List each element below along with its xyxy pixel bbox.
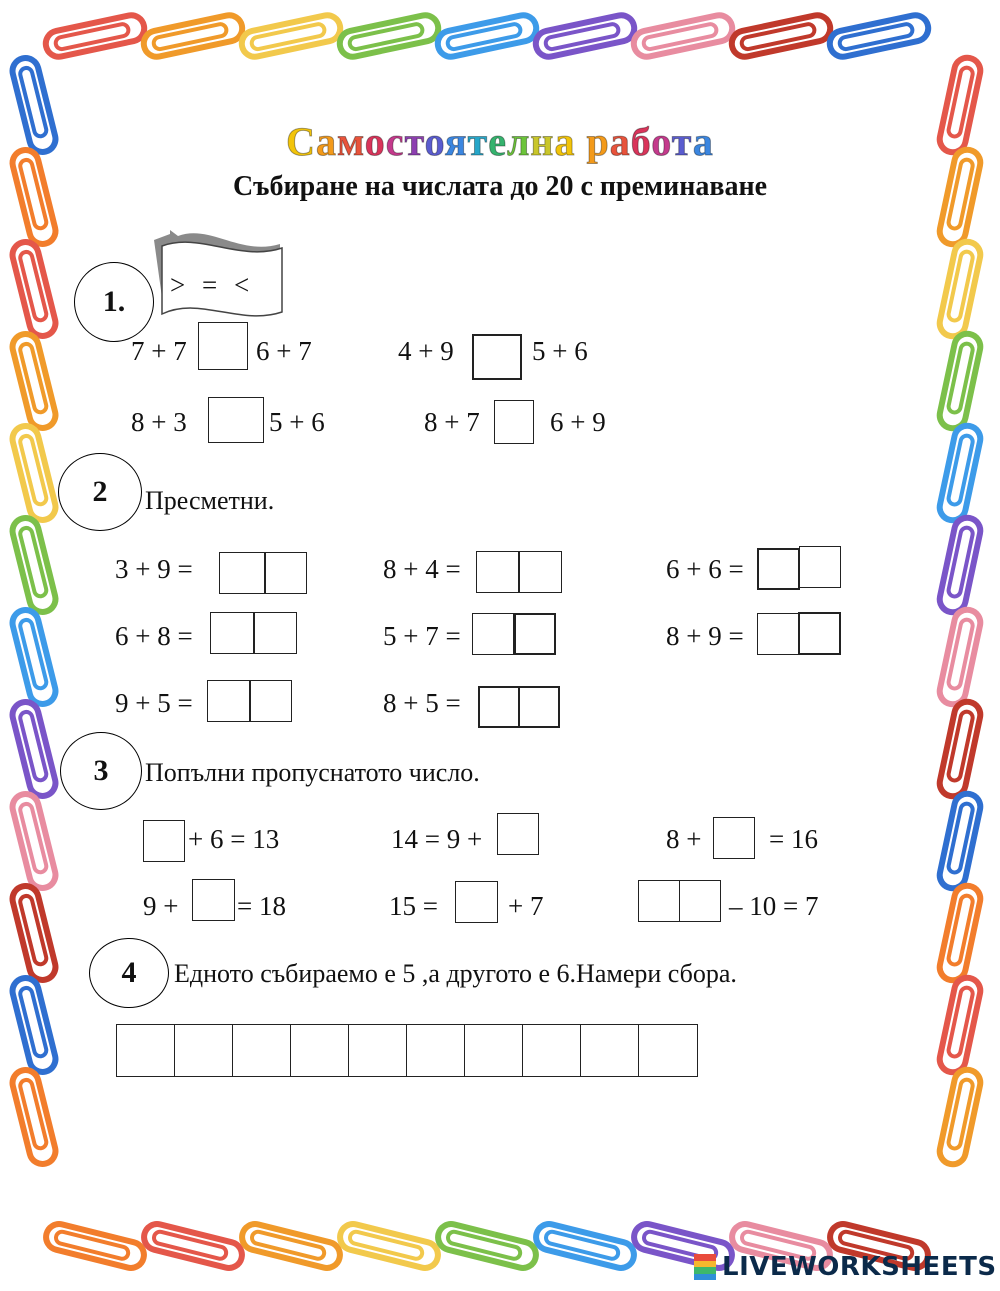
paperclip xyxy=(435,13,538,59)
task2-item3-tens-box[interactable] xyxy=(757,548,800,590)
liveworksheets-brand xyxy=(694,1252,997,1282)
paperclip xyxy=(937,1067,982,1166)
task2-item2-ones-box[interactable] xyxy=(518,551,562,593)
task2-number: 2 xyxy=(92,475,108,508)
task3-item3-answer-box[interactable] xyxy=(713,817,755,859)
task2-item6-expr: 8 + 9 = xyxy=(666,621,744,651)
task1-item4-right: 6 + 9 xyxy=(550,407,606,437)
paperclip xyxy=(337,1221,440,1270)
paperclip xyxy=(10,1067,58,1166)
paperclip xyxy=(937,423,982,522)
paperclip xyxy=(937,699,982,798)
paperclip xyxy=(937,515,982,614)
task2-item2-expr: 8 + 4 = xyxy=(383,554,461,584)
task1-item1-left: 7 + 7 xyxy=(131,336,187,366)
paperclip xyxy=(937,607,982,706)
task3-item6-ones-box[interactable] xyxy=(679,880,721,922)
paperclip xyxy=(937,331,982,430)
paperclip xyxy=(10,699,58,798)
paperclip xyxy=(141,13,244,59)
task3-instruction: Попълни пропуснатото число. xyxy=(145,758,480,787)
liveworksheets-wordmark: LIVEWORKSHEETS xyxy=(722,1252,997,1282)
task2-item5-ones-box[interactable] xyxy=(514,613,556,655)
task2-item3-ones-box[interactable] xyxy=(799,546,841,588)
task4-answer-cell[interactable] xyxy=(348,1024,407,1077)
task3-item6-after: – 10 = 7 xyxy=(729,891,819,921)
task2-item3-expr: 6 + 6 = xyxy=(666,554,744,584)
task1-item1-right: 6 + 7 xyxy=(256,336,312,366)
task1-item2-answer-box[interactable] xyxy=(472,334,522,380)
task3-item1-after: + 6 = 13 xyxy=(188,824,280,854)
task1-item3-answer-box[interactable] xyxy=(208,397,264,443)
task3-item6-tens-box[interactable] xyxy=(638,880,680,922)
task3-item5-answer-box[interactable] xyxy=(455,881,498,923)
paperclip xyxy=(239,13,342,59)
task2-item1-expr: 3 + 9 = xyxy=(115,554,193,584)
paperclip xyxy=(827,13,930,59)
task1-item2-left: 4 + 9 xyxy=(398,336,454,366)
paperclip xyxy=(533,13,636,59)
paperclip xyxy=(729,13,832,59)
task4-answer-cell[interactable] xyxy=(174,1024,233,1077)
paperclip xyxy=(10,883,58,982)
paperclip xyxy=(937,975,982,1074)
task4-answer-cell[interactable] xyxy=(290,1024,349,1077)
task3-item1-answer-box[interactable] xyxy=(143,820,185,862)
task1-item3-left: 8 + 3 xyxy=(131,407,187,437)
task4-answer-cell[interactable] xyxy=(638,1024,698,1077)
task4-answer-cell[interactable] xyxy=(232,1024,291,1077)
flag-symbols: > = < xyxy=(170,270,255,300)
task2-item7-ones-box[interactable] xyxy=(249,680,292,722)
task3-item3-after: = 16 xyxy=(769,824,818,854)
paperclip xyxy=(533,1221,636,1270)
paperclip xyxy=(10,515,58,614)
task2-instruction: Пресметни. xyxy=(145,486,275,515)
task2-item4-expr: 6 + 8 = xyxy=(115,621,193,651)
task3-item5-before: 15 = xyxy=(389,891,438,921)
paperclip xyxy=(10,791,58,890)
paperclip xyxy=(239,1221,342,1270)
task3-item5-after: + 7 xyxy=(508,891,544,921)
paperclip xyxy=(43,1221,146,1270)
task1-item4-answer-box[interactable] xyxy=(494,400,534,444)
paperclip xyxy=(10,239,58,338)
paperclip xyxy=(337,13,440,59)
task2-item7-tens-box[interactable] xyxy=(207,680,250,722)
task2-item1-tens-box[interactable] xyxy=(219,552,265,594)
task2-item4-ones-box[interactable] xyxy=(254,612,297,654)
paperclip xyxy=(10,331,58,430)
task3-number-circle xyxy=(60,732,142,810)
worksheet-subtitle: Събиране на числата до 20 с преминаване xyxy=(232,171,768,202)
task2-item1-ones-box[interactable] xyxy=(265,552,307,594)
task3-item4-answer-box[interactable] xyxy=(192,879,235,921)
task3-item4-before: 9 + xyxy=(143,891,179,921)
task4-answer-cell[interactable] xyxy=(464,1024,523,1077)
paperclip xyxy=(937,239,982,338)
task1-item1-answer-box[interactable] xyxy=(198,322,248,370)
worksheet-title: Самостоятелна работа xyxy=(286,119,714,164)
paperclip xyxy=(435,1221,538,1270)
task2-item2-tens-box[interactable] xyxy=(476,551,519,593)
task3-item2-before: 14 = 9 + xyxy=(391,824,483,854)
paperclip xyxy=(631,13,734,59)
task2-item4-tens-box[interactable] xyxy=(210,612,254,654)
liveworksheets-logo-icon xyxy=(694,1254,716,1280)
task2-item5-expr: 5 + 7 = xyxy=(383,621,461,651)
task1-item4-left: 8 + 7 xyxy=(424,407,480,437)
task4-number: 4 xyxy=(121,956,137,989)
paperclip xyxy=(937,883,982,982)
task4-answer-cell[interactable] xyxy=(580,1024,639,1077)
task1-number: 1. xyxy=(102,285,126,318)
paperclip xyxy=(10,975,58,1074)
paperclip xyxy=(10,607,58,706)
task4-answer-cell[interactable] xyxy=(522,1024,581,1077)
task3-item3-before: 8 + xyxy=(666,824,702,854)
task2-item6-ones-box[interactable] xyxy=(798,612,841,655)
task2-item8-ones-box[interactable] xyxy=(518,686,560,728)
task2-number-circle xyxy=(58,453,142,531)
task2-item8-expr: 8 + 5 = xyxy=(383,688,461,718)
logo-stripe xyxy=(694,1274,716,1281)
task4-text: Едното събираемо е 5 ,а другото е 6.Намери сбора. xyxy=(174,959,737,988)
task1-item2-right: 5 + 6 xyxy=(532,336,588,366)
task4-number-circle xyxy=(89,938,169,1008)
paperclip xyxy=(10,423,58,522)
task3-number: 3 xyxy=(93,754,109,787)
task2-item5-tens-box[interactable] xyxy=(472,613,514,655)
task3-item4-after: = 18 xyxy=(237,891,286,921)
task2-item6-tens-box[interactable] xyxy=(757,613,799,655)
task2-item7-expr: 9 + 5 = xyxy=(115,688,193,718)
task4-answer-cell[interactable] xyxy=(116,1024,175,1077)
task1-number-circle xyxy=(74,262,154,342)
paperclip xyxy=(937,791,982,890)
task4-answer-cell[interactable] xyxy=(406,1024,465,1077)
task1-item3-right: 5 + 6 xyxy=(269,407,325,437)
task2-item8-tens-box[interactable] xyxy=(478,686,520,728)
task3-item2-answer-box[interactable] xyxy=(497,813,539,855)
paperclip xyxy=(43,13,146,59)
paperclip xyxy=(141,1221,244,1270)
